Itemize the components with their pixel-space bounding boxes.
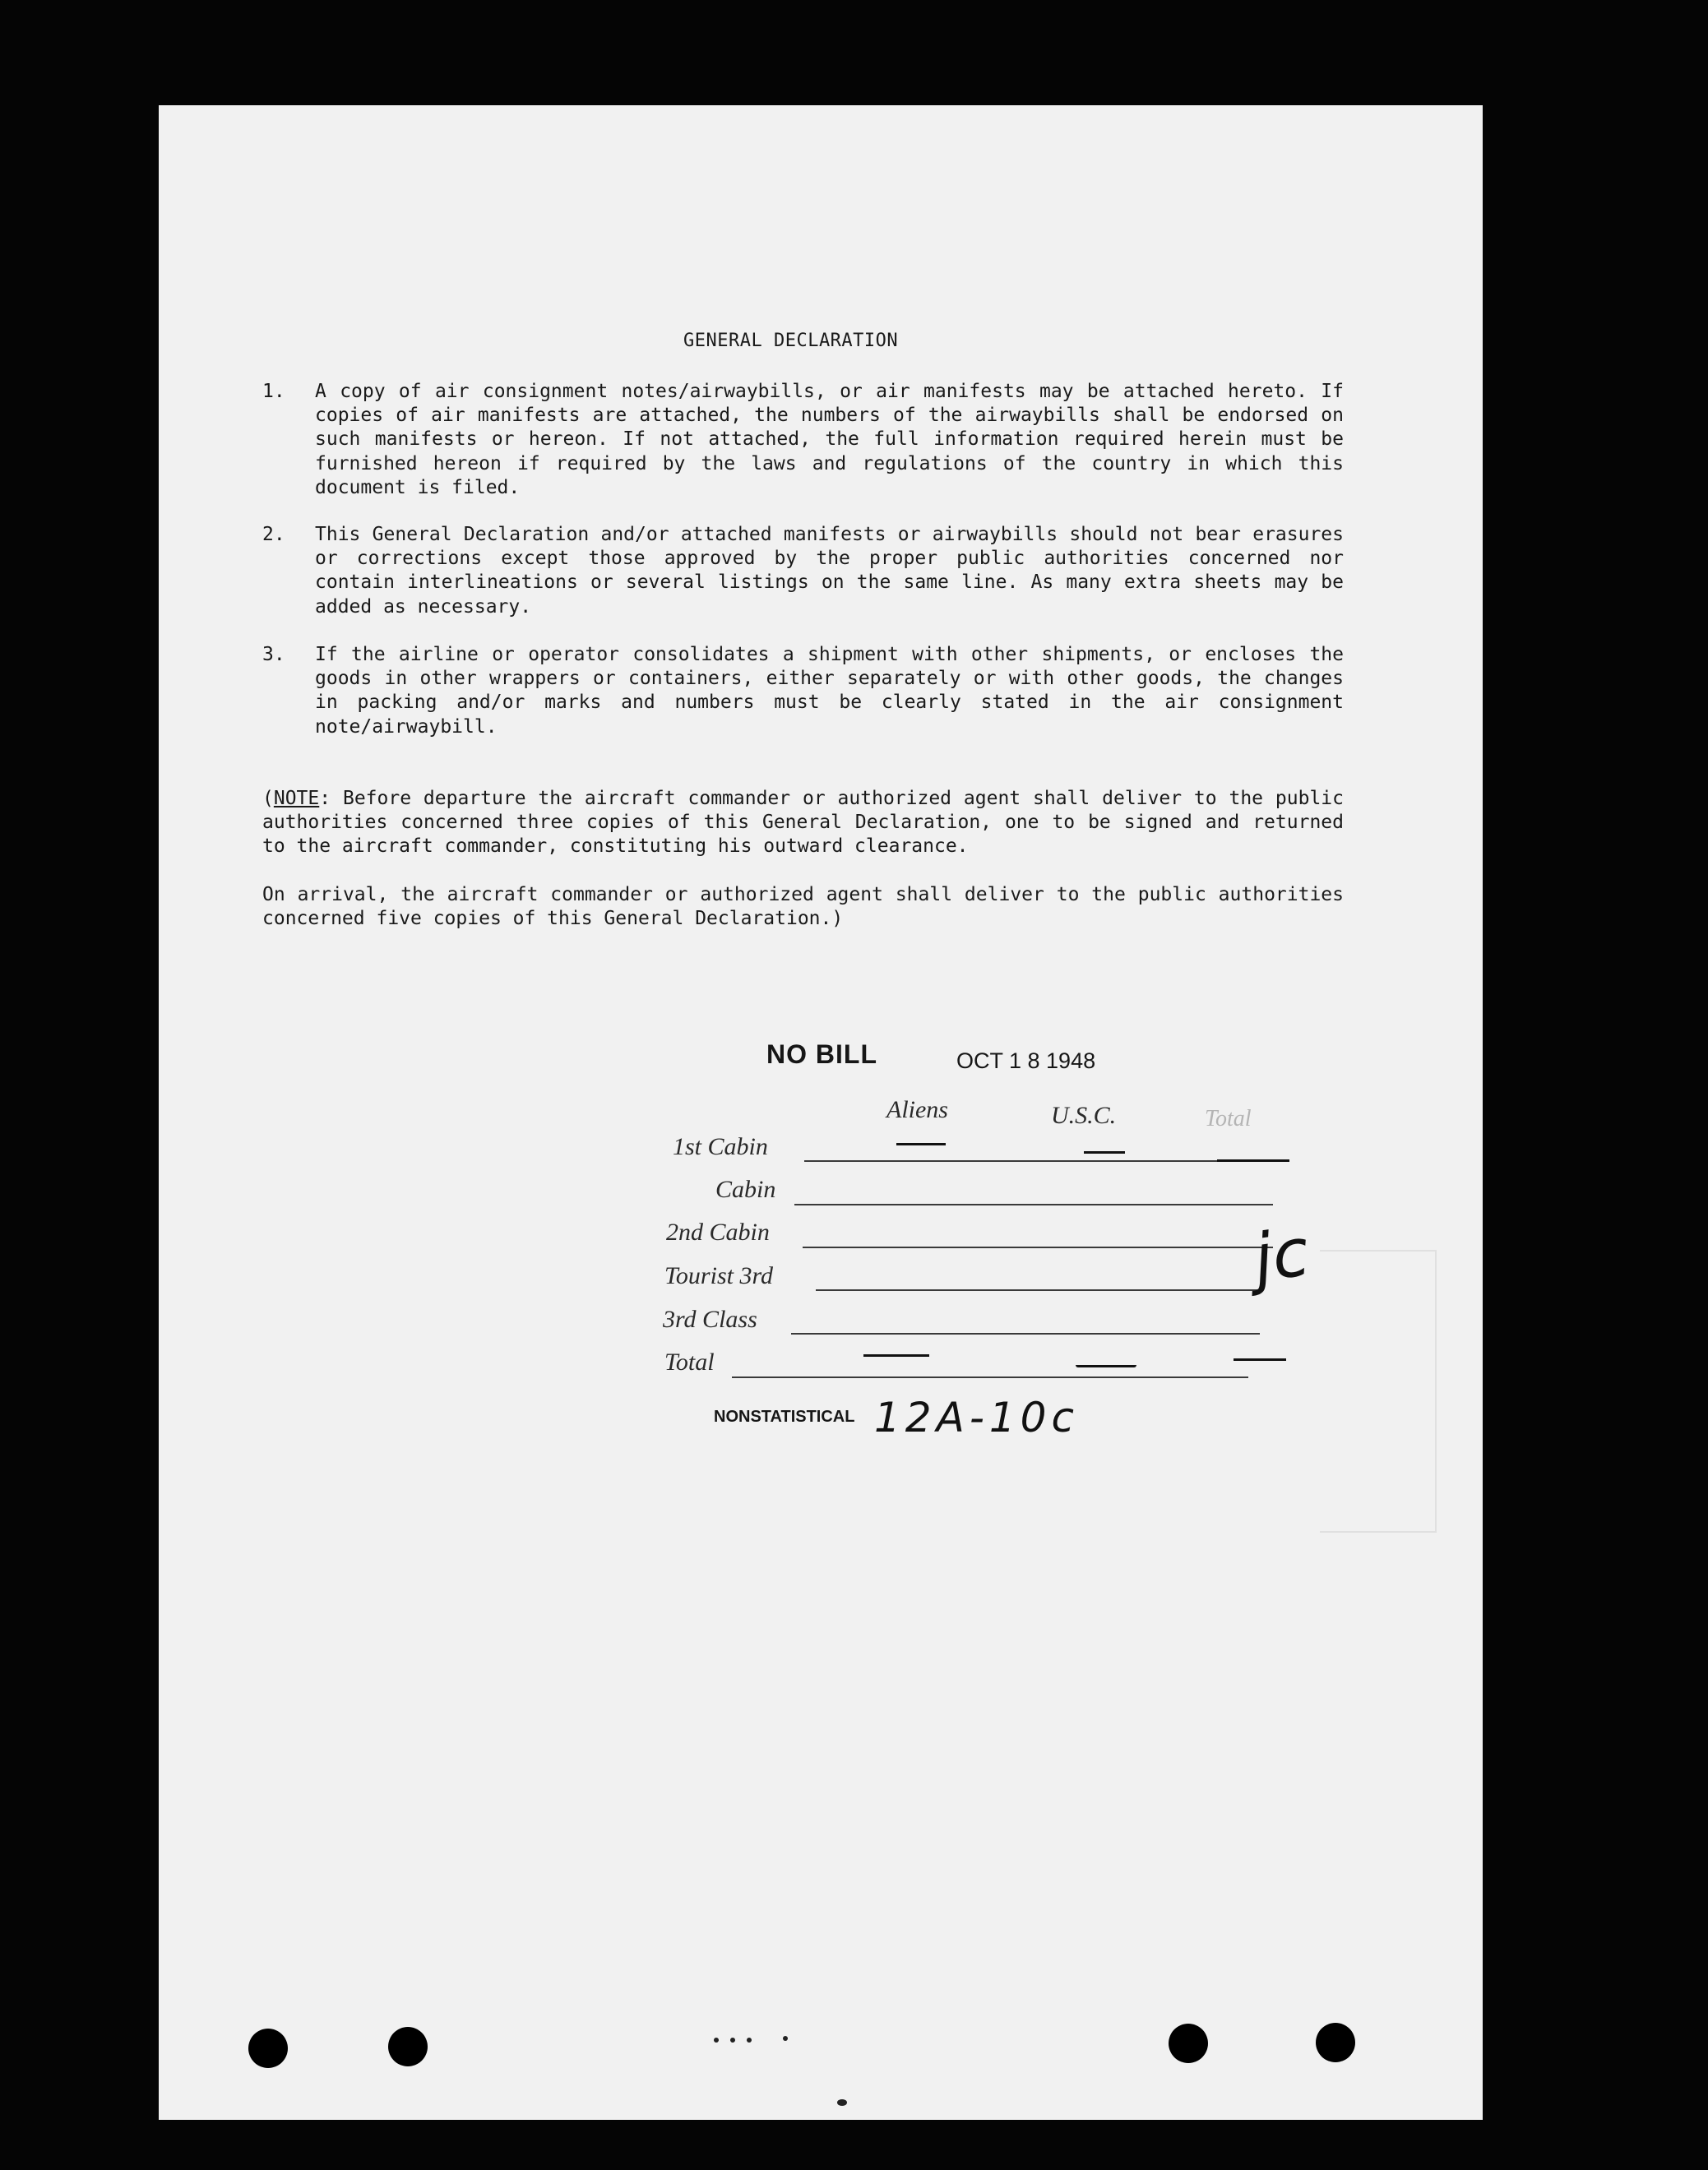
row-label-1st-cabin: 1st Cabin	[673, 1133, 768, 1160]
tally-dash	[896, 1143, 946, 1145]
handwritten-initials: jc	[1248, 1213, 1314, 1298]
speck	[747, 2038, 752, 2043]
rule-line	[732, 1376, 1248, 1378]
row-label-total: Total	[664, 1349, 715, 1376]
rule-line	[804, 1160, 1273, 1162]
row-label-2nd-cabin: 2nd Cabin	[666, 1219, 770, 1246]
instruction-item-2	[262, 523, 1344, 619]
row-label-3rd-class: 3rd Class	[663, 1306, 757, 1333]
column-header-usc: U.S.C.	[1051, 1102, 1117, 1129]
tally-dash	[863, 1354, 929, 1357]
item-text: This General Declaration and/or attached manifests or airwaybills should not bear erasures or corrections except those approved by the proper public authorities concerned nor contain interlineations or several listings on the same line. As many extra sheets may be added as necessary.	[315, 524, 1344, 618]
date-stamp: OCT 1 8 1948	[956, 1048, 1096, 1073]
faint-box-outline	[1320, 1250, 1437, 1533]
punch-hole	[388, 2027, 428, 2066]
speck	[714, 2038, 719, 2043]
row-label-tourist-3rd: Tourist 3rd	[664, 1262, 774, 1289]
item-number: 2.	[262, 524, 285, 545]
punch-hole	[1316, 2023, 1355, 2062]
item-text: A copy of air consignment notes/airwaybills, or air manifests may be attached hereto. If copies of air manifests are attached, the numbers of the airwaybills shall be endorsed on such manifests or hereon. If not attached, the full information required herein must be furnished hereon if required by the laws and regulations of the country in which this document is filed.	[315, 381, 1344, 498]
rule-line	[803, 1247, 1273, 1248]
item-number: 3.	[262, 644, 285, 665]
nonstatistical-stamp: NONSTATISTICAL	[714, 1408, 855, 1426]
punch-hole	[248, 2029, 288, 2068]
tally-dash	[1217, 1159, 1289, 1162]
item-text: If the airline or operator consolidates a shipment with other shipments, or encloses the goods in other wrappers or containers, either separately or with other goods, the changes in packing and/or marks and numbers must be clearly stated in the air consignment note/airwaybill.	[315, 644, 1344, 738]
instruction-item-1	[262, 380, 1344, 500]
note-text: Before departure the aircraft commander or authorized agent shall deliver to the public authorities concerned three copies of this General Declaration, one to be signed and returned to the aircraft commander, constituting his outward clearance.	[262, 788, 1344, 858]
speck	[837, 2099, 847, 2106]
note-open-paren: (	[262, 788, 274, 809]
no-bill-stamp: NO BILL	[766, 1039, 877, 1069]
column-header-total: Total	[1205, 1106, 1252, 1131]
arrival-paragraph: On arrival, the aircraft commander or authorized agent shall deliver to the public authorities concerned five copies of this General Declaration.)	[262, 884, 1344, 930]
note-colon: :	[319, 788, 331, 809]
tally-dash	[1234, 1358, 1286, 1361]
tally-dash	[1076, 1365, 1136, 1367]
handwritten-code: 12A-10c	[874, 1394, 1079, 1441]
rule-line	[794, 1204, 1273, 1205]
note-paragraph	[262, 787, 1344, 859]
note-label: NOTE	[273, 788, 320, 809]
rule-line	[816, 1289, 1260, 1291]
punch-hole	[1169, 2024, 1208, 2063]
item-number: 1.	[262, 381, 285, 402]
speck	[783, 2036, 788, 2041]
tally-dash	[1084, 1151, 1125, 1154]
rule-line	[791, 1333, 1260, 1335]
row-label-cabin: Cabin	[715, 1176, 776, 1203]
speck	[730, 2038, 735, 2043]
instruction-item-3	[262, 643, 1344, 739]
column-header-aliens: Aliens	[886, 1096, 948, 1123]
document-title: GENERAL DECLARATION	[683, 331, 899, 351]
